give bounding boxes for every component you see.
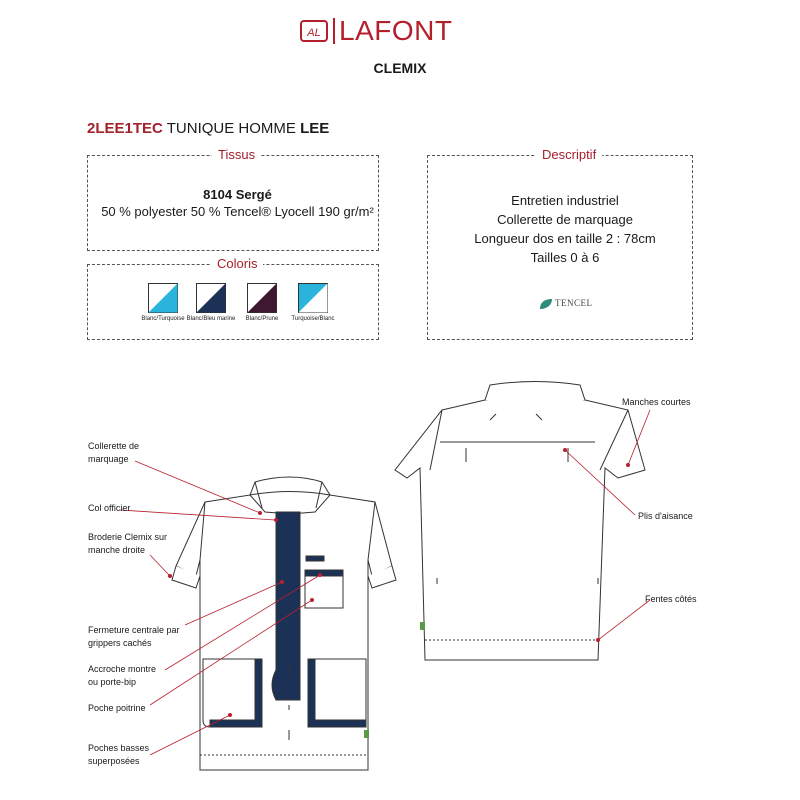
swatch-graphic (196, 283, 226, 313)
tencel-logo-text: TENCEL (555, 298, 593, 308)
swatch-blanc-turquoise (148, 283, 178, 318)
callout-accroche (88, 663, 156, 689)
back-garment-drawing (395, 382, 645, 661)
callout-fentes-cotes: Fentes côtés (645, 594, 697, 604)
brand-logo-mark: AL (300, 20, 328, 42)
fabric-composition: 50 % polyester 50 % Tencel® Lyocell 190 gr/m² (101, 204, 374, 219)
callout-collerette (88, 440, 139, 466)
descriptif-title: Descriptif (536, 147, 602, 163)
tissus-title: Tissus (212, 147, 261, 163)
collection-name: CLEMIX (373, 60, 427, 76)
callout-line: grippers cachés (88, 638, 152, 648)
callout-manches-courtes: Manches courtes (622, 397, 691, 407)
callout-line: Fermeture centrale par (88, 625, 180, 635)
swatch-label: Blanc/Prune (245, 316, 279, 322)
swatch-blanc-prune (247, 283, 277, 318)
callout-col-officier: Col officier (88, 503, 131, 513)
swatch-turquoise-blanc (298, 283, 328, 318)
product-title (87, 120, 329, 138)
brand-name: LAFONT (339, 15, 453, 46)
product-code: 2LEE1TEC (87, 120, 163, 137)
swatch-graphic (148, 283, 178, 313)
callout-poche-poitrine: Poche poitrine (88, 703, 146, 713)
callout-line: Collerette de (88, 441, 140, 451)
coloris-box (87, 264, 379, 340)
callout-line: Poches basses (88, 743, 150, 753)
coloris-title: Coloris (211, 256, 263, 272)
swatch-graphic (247, 283, 277, 313)
callout-line: manche droite (88, 545, 146, 555)
descriptif-line: Entretien industriel (511, 193, 619, 208)
swatch-label: Blanc/Turquoise (141, 316, 185, 322)
descriptif-line: Collerette de marquage (497, 212, 633, 227)
callout-line: superposées (88, 756, 140, 766)
brand-separator (333, 18, 335, 44)
descriptif-line: Longueur dos en taille 2 : 78cm (474, 231, 656, 246)
technical-drawings (0, 370, 800, 800)
fabric-name: 8104 Sergé (203, 187, 272, 202)
product-name: TUNIQUE HOMME (166, 120, 296, 137)
callout-line: marquage (88, 454, 129, 464)
callout-poches-basses (88, 742, 149, 768)
swatch-blanc-bleu-marine (196, 283, 226, 318)
callout-plis-aisance: Plis d'aisance (638, 511, 693, 521)
swatch-label: Blanc/Bleu marine (186, 316, 236, 322)
callout-fermeture (88, 624, 180, 650)
swatch-graphic (298, 283, 328, 313)
callout-line: Accroche montre (88, 664, 157, 674)
descriptif-line: Tailles 0 à 6 (530, 250, 600, 265)
front-garment-drawing (172, 477, 396, 770)
tencel-leaf-icon (539, 297, 553, 315)
product-model: LEE (300, 120, 330, 137)
callout-line: ou porte-bip (88, 677, 137, 687)
callout-line: Broderie Clemix sur (88, 532, 168, 542)
swatch-label: Turquoise/Blanc (291, 316, 335, 322)
callout-broderie (88, 531, 167, 557)
